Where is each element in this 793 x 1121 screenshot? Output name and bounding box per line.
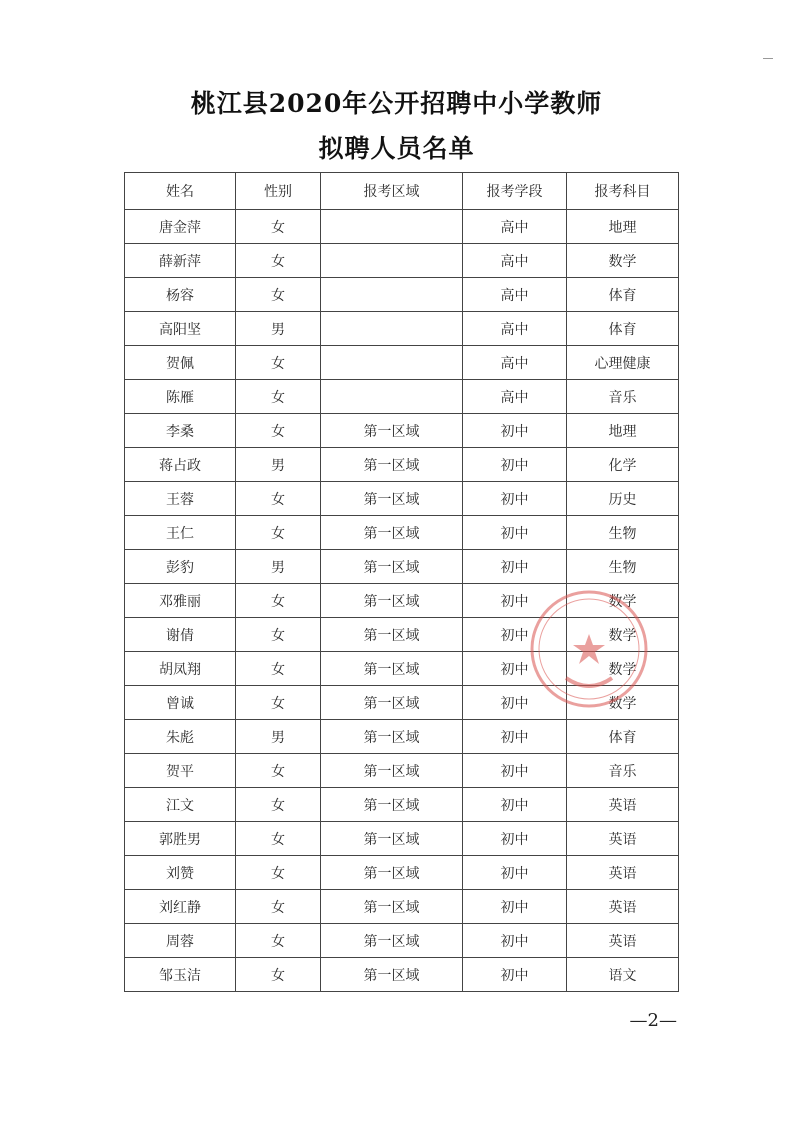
- cell-subject: 数学: [567, 618, 679, 652]
- cell-gender: 男: [236, 312, 321, 346]
- cell-gender: 女: [236, 482, 321, 516]
- cell-stage: 初中: [463, 822, 567, 856]
- cell-stage: 初中: [463, 652, 567, 686]
- table-body: [125, 210, 679, 992]
- cell-gender: 女: [236, 652, 321, 686]
- cell-region: 第一区域: [321, 618, 463, 652]
- cell-stage: 初中: [463, 618, 567, 652]
- cell-name: 薛新萍: [125, 244, 236, 278]
- cell-subject: 历史: [567, 482, 679, 516]
- table-row: [125, 890, 679, 924]
- table-row: [125, 924, 679, 958]
- cell-name: 胡凤翔: [125, 652, 236, 686]
- cell-region: [321, 244, 463, 278]
- cell-name: 杨容: [125, 278, 236, 312]
- document-subtitle: 拟聘人员名单: [318, 134, 475, 163]
- cell-region: [321, 380, 463, 414]
- cell-name: 贺平: [125, 754, 236, 788]
- cell-name: 江文: [125, 788, 236, 822]
- cell-name: 李桑: [125, 414, 236, 448]
- cell-region: [321, 312, 463, 346]
- table-row: [125, 516, 679, 550]
- cell-gender: 女: [236, 890, 321, 924]
- table-row: [125, 550, 679, 584]
- cell-region: 第一区域: [321, 720, 463, 754]
- cell-subject: 生物: [567, 516, 679, 550]
- cell-stage: 高中: [463, 278, 567, 312]
- cell-stage: 高中: [463, 346, 567, 380]
- cell-gender: 女: [236, 346, 321, 380]
- cell-name: 朱彪: [125, 720, 236, 754]
- cell-gender: 男: [236, 720, 321, 754]
- cell-subject: 音乐: [567, 380, 679, 414]
- cell-gender: 女: [236, 380, 321, 414]
- table-row: [125, 856, 679, 890]
- header-name: 姓名: [125, 173, 236, 210]
- table-row: [125, 448, 679, 482]
- table-row: [125, 686, 679, 720]
- cell-subject: 语文: [567, 958, 679, 992]
- cell-name: 邓雅丽: [125, 584, 236, 618]
- table-header-row: [125, 173, 679, 210]
- cell-name: 刘红静: [125, 890, 236, 924]
- cell-subject: 地理: [567, 414, 679, 448]
- table-row: [125, 278, 679, 312]
- cell-region: 第一区域: [321, 856, 463, 890]
- cell-subject: 体育: [567, 720, 679, 754]
- cell-stage: 初中: [463, 550, 567, 584]
- cell-subject: 化学: [567, 448, 679, 482]
- cell-subject: 体育: [567, 278, 679, 312]
- cell-region: 第一区域: [321, 414, 463, 448]
- table-row: [125, 346, 679, 380]
- table-row: [125, 210, 679, 244]
- cell-stage: 初中: [463, 720, 567, 754]
- cell-region: [321, 210, 463, 244]
- cell-subject: 心理健康: [567, 346, 679, 380]
- cell-gender: 女: [236, 958, 321, 992]
- cell-subject: 英语: [567, 788, 679, 822]
- cell-stage: 初中: [463, 516, 567, 550]
- table-row: [125, 312, 679, 346]
- cell-stage: 初中: [463, 482, 567, 516]
- header-subject: 报考科目: [567, 173, 679, 210]
- cell-subject: 英语: [567, 890, 679, 924]
- cell-gender: 女: [236, 856, 321, 890]
- candidate-table: [124, 172, 679, 992]
- cell-stage: 高中: [463, 210, 567, 244]
- header-gender: 性别: [236, 173, 321, 210]
- table-row: [125, 380, 679, 414]
- cell-region: 第一区域: [321, 754, 463, 788]
- cell-gender: 女: [236, 754, 321, 788]
- cell-subject: 英语: [567, 924, 679, 958]
- cell-stage: 高中: [463, 244, 567, 278]
- cell-stage: 初中: [463, 584, 567, 618]
- cell-stage: 初中: [463, 890, 567, 924]
- table-row: [125, 652, 679, 686]
- cell-name: 曾诚: [125, 686, 236, 720]
- cell-name: 郭胜男: [125, 822, 236, 856]
- table-row: [125, 618, 679, 652]
- table-row: [125, 720, 679, 754]
- cell-subject: 数学: [567, 686, 679, 720]
- cell-name: 蒋占政: [125, 448, 236, 482]
- cell-region: 第一区域: [321, 584, 463, 618]
- cell-subject: 英语: [567, 856, 679, 890]
- cell-stage: 初中: [463, 448, 567, 482]
- cell-name: 高阳坚: [125, 312, 236, 346]
- cell-region: 第一区域: [321, 516, 463, 550]
- cell-region: 第一区域: [321, 890, 463, 924]
- cell-subject: 音乐: [567, 754, 679, 788]
- cell-stage: 初中: [463, 754, 567, 788]
- cell-region: [321, 278, 463, 312]
- table-row: [125, 754, 679, 788]
- cell-name: 邹玉洁: [125, 958, 236, 992]
- cell-stage: 初中: [463, 856, 567, 890]
- cell-stage: 高中: [463, 312, 567, 346]
- cell-subject: 数学: [567, 244, 679, 278]
- cell-region: 第一区域: [321, 482, 463, 516]
- table-row: [125, 958, 679, 992]
- cell-region: 第一区域: [321, 686, 463, 720]
- document-title: 桃江县2020年公开招聘中小学教师: [190, 89, 603, 118]
- cell-stage: 初中: [463, 788, 567, 822]
- table-row: [125, 788, 679, 822]
- page-number: —2—: [629, 1010, 677, 1031]
- cell-subject: 数学: [567, 652, 679, 686]
- cell-gender: 女: [236, 584, 321, 618]
- cell-gender: 女: [236, 210, 321, 244]
- cell-name: 王仁: [125, 516, 236, 550]
- cell-stage: 初中: [463, 924, 567, 958]
- cell-subject: 地理: [567, 210, 679, 244]
- cell-stage: 初中: [463, 686, 567, 720]
- cell-name: 陈雁: [125, 380, 236, 414]
- cell-region: 第一区域: [321, 652, 463, 686]
- cell-name: 王蓉: [125, 482, 236, 516]
- scan-corner-mark: [763, 58, 773, 59]
- cell-region: 第一区域: [321, 788, 463, 822]
- cell-region: 第一区域: [321, 924, 463, 958]
- header-region: 报考区域: [321, 173, 463, 210]
- cell-name: 彭豹: [125, 550, 236, 584]
- cell-stage: 初中: [463, 414, 567, 448]
- cell-gender: 女: [236, 244, 321, 278]
- cell-region: 第一区域: [321, 550, 463, 584]
- cell-gender: 女: [236, 414, 321, 448]
- cell-gender: 女: [236, 788, 321, 822]
- cell-name: 周蓉: [125, 924, 236, 958]
- table-row: [125, 414, 679, 448]
- table-row: [125, 482, 679, 516]
- cell-subject: 体育: [567, 312, 679, 346]
- cell-region: 第一区域: [321, 958, 463, 992]
- cell-gender: 男: [236, 550, 321, 584]
- cell-region: [321, 346, 463, 380]
- cell-region: 第一区域: [321, 822, 463, 856]
- cell-gender: 女: [236, 686, 321, 720]
- cell-subject: 数学: [567, 584, 679, 618]
- cell-name: 刘赞: [125, 856, 236, 890]
- cell-subject: 英语: [567, 822, 679, 856]
- cell-gender: 女: [236, 822, 321, 856]
- cell-gender: 男: [236, 448, 321, 482]
- cell-region: 第一区域: [321, 448, 463, 482]
- cell-gender: 女: [236, 618, 321, 652]
- cell-gender: 女: [236, 516, 321, 550]
- cell-gender: 女: [236, 924, 321, 958]
- cell-gender: 女: [236, 278, 321, 312]
- cell-stage: 初中: [463, 958, 567, 992]
- table-row: [125, 244, 679, 278]
- table-row: [125, 822, 679, 856]
- cell-name: 贺佩: [125, 346, 236, 380]
- cell-subject: 生物: [567, 550, 679, 584]
- header-stage: 报考学段: [463, 173, 567, 210]
- cell-stage: 高中: [463, 380, 567, 414]
- cell-name: 唐金萍: [125, 210, 236, 244]
- cell-name: 谢倩: [125, 618, 236, 652]
- table-row: [125, 584, 679, 618]
